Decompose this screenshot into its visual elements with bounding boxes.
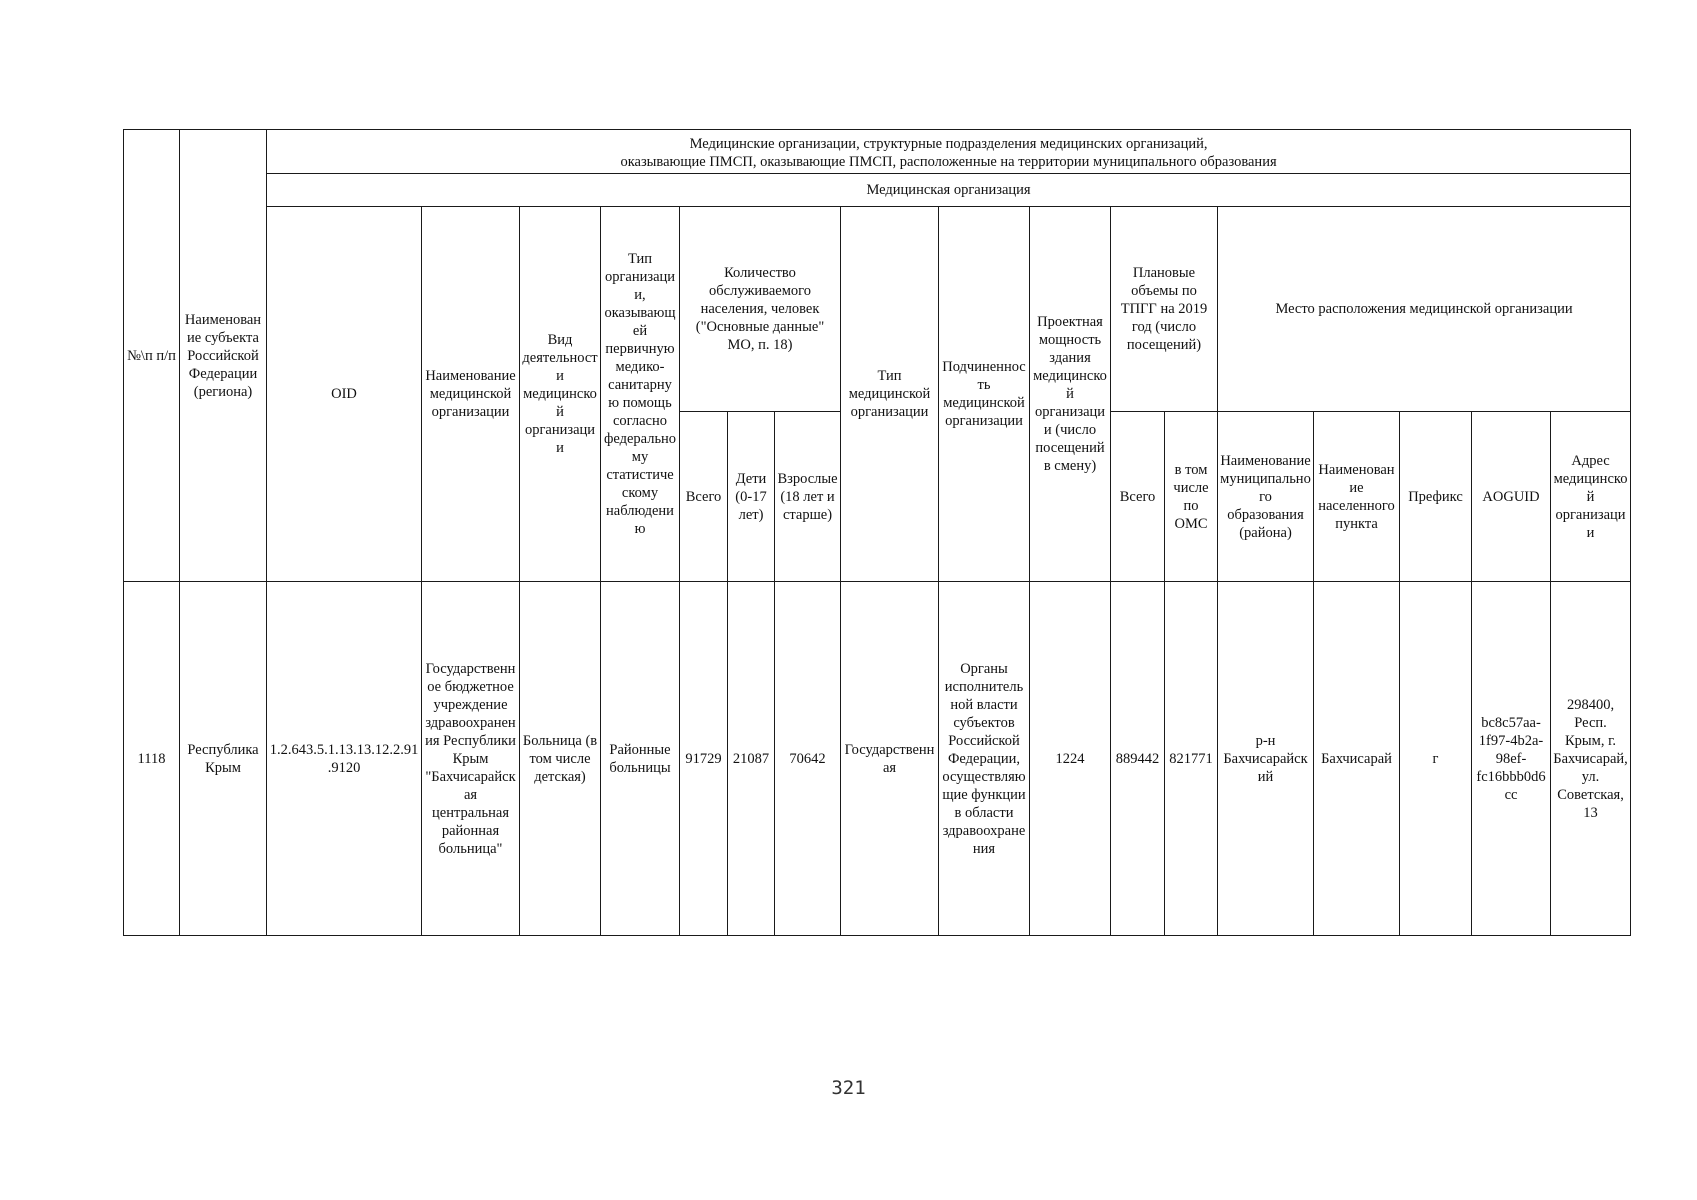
- header-row-columns: [124, 207, 1631, 412]
- col-header-pop-total: Всего: [680, 412, 728, 582]
- col-header-pop-children: Дети (0-17 лет): [728, 412, 775, 582]
- cell-org-name: Государственное бюджетное учреждение здравоохранения Республики Крым "Бахчисарайская центральная районная больница": [422, 582, 520, 936]
- header-row-title: [124, 130, 1631, 174]
- col-header-settlement: Наименование населенного пункта: [1314, 412, 1400, 582]
- cell-plan-total: 889442: [1111, 582, 1165, 936]
- col-header-subject: Наименование субъекта Российской Федерации (региона): [180, 130, 267, 582]
- table-title-line2: оказывающие ПМСП, оказывающие ПМСП, расположенные на территории муниципального образования: [620, 154, 1277, 170]
- medical-organizations-table: [123, 129, 1631, 936]
- section-header: Медицинская организация: [267, 174, 1631, 207]
- col-header-address: Адрес медицинской организации: [1551, 412, 1631, 582]
- col-header-aoguid: AOGUID: [1472, 412, 1551, 582]
- col-header-municipality: Наименование муниципального образования (района): [1218, 412, 1314, 582]
- cell-subject: Республика Крым: [180, 582, 267, 936]
- col-header-prefix: Префикс: [1400, 412, 1472, 582]
- table-row: [124, 582, 1631, 936]
- col-header-org-type-pmsp: Тип организации, оказывающей первичную медико-санитарную помощь согласно федеральному статистическому наблюдению: [601, 207, 680, 582]
- header-row-section: [124, 174, 1631, 207]
- cell-municipality: р-н Бахчисарайский: [1218, 582, 1314, 936]
- cell-activity: Больница (в том числе детская): [520, 582, 601, 936]
- page-number: 321: [831, 1077, 866, 1099]
- cell-pop-adults: 70642: [775, 582, 841, 936]
- col-header-num: №\п п/п: [124, 130, 180, 582]
- document-sheet: [123, 129, 1631, 936]
- cell-plan-oms: 821771: [1165, 582, 1218, 936]
- col-header-plan-total: Всего: [1111, 412, 1165, 582]
- col-header-oid: OID: [267, 207, 422, 582]
- col-header-subordination: Подчиненность медицинской организации: [939, 207, 1030, 582]
- col-header-org-name: Наименование медицинской организации: [422, 207, 520, 582]
- cell-settlement: Бахчисарай: [1314, 582, 1400, 936]
- cell-org-type-pmsp: Районные больницы: [601, 582, 680, 936]
- cell-capacity: 1224: [1030, 582, 1111, 936]
- cell-pop-children: 21087: [728, 582, 775, 936]
- col-header-population: Количество обслуживаемого населения, человек ("Основные данные" МО, п. 18): [680, 207, 841, 412]
- col-header-activity: Вид деятельности медицинской организации: [520, 207, 601, 582]
- cell-num: 1118: [124, 582, 180, 936]
- col-header-mo-type: Тип медицинской организации: [841, 207, 939, 582]
- col-header-location: Место расположения медицинской организации: [1218, 207, 1631, 412]
- col-header-capacity: Проектная мощность здания медицинской организации (число посещений в смену): [1030, 207, 1111, 582]
- table-title: [267, 130, 1631, 174]
- cell-prefix: г: [1400, 582, 1472, 936]
- col-header-plan-oms: в том числе по ОМС: [1165, 412, 1218, 582]
- cell-oid: 1.2.643.5.1.13.13.12.2.91.9120: [267, 582, 422, 936]
- table-title-line1: Медицинские организации, структурные подразделения медицинских организаций,: [689, 136, 1208, 152]
- cell-aoguid: bc8c57aa-1f97-4b2a-98ef-fc16bbb0d6cc: [1472, 582, 1551, 936]
- cell-pop-total: 91729: [680, 582, 728, 936]
- cell-mo-type: Государственная: [841, 582, 939, 936]
- col-header-plan: Плановые объемы по ТПГГ на 2019 год (число посещений): [1111, 207, 1218, 412]
- cell-subordination: Органы исполнительной власти субъектов Российской Федерации, осуществляющие функции в области здравоохранения: [939, 582, 1030, 936]
- cell-address: 298400, Респ. Крым, г. Бахчисарай, ул. Советская, 13: [1551, 582, 1631, 936]
- col-header-pop-adults: Взрослые (18 лет и старше): [775, 412, 841, 582]
